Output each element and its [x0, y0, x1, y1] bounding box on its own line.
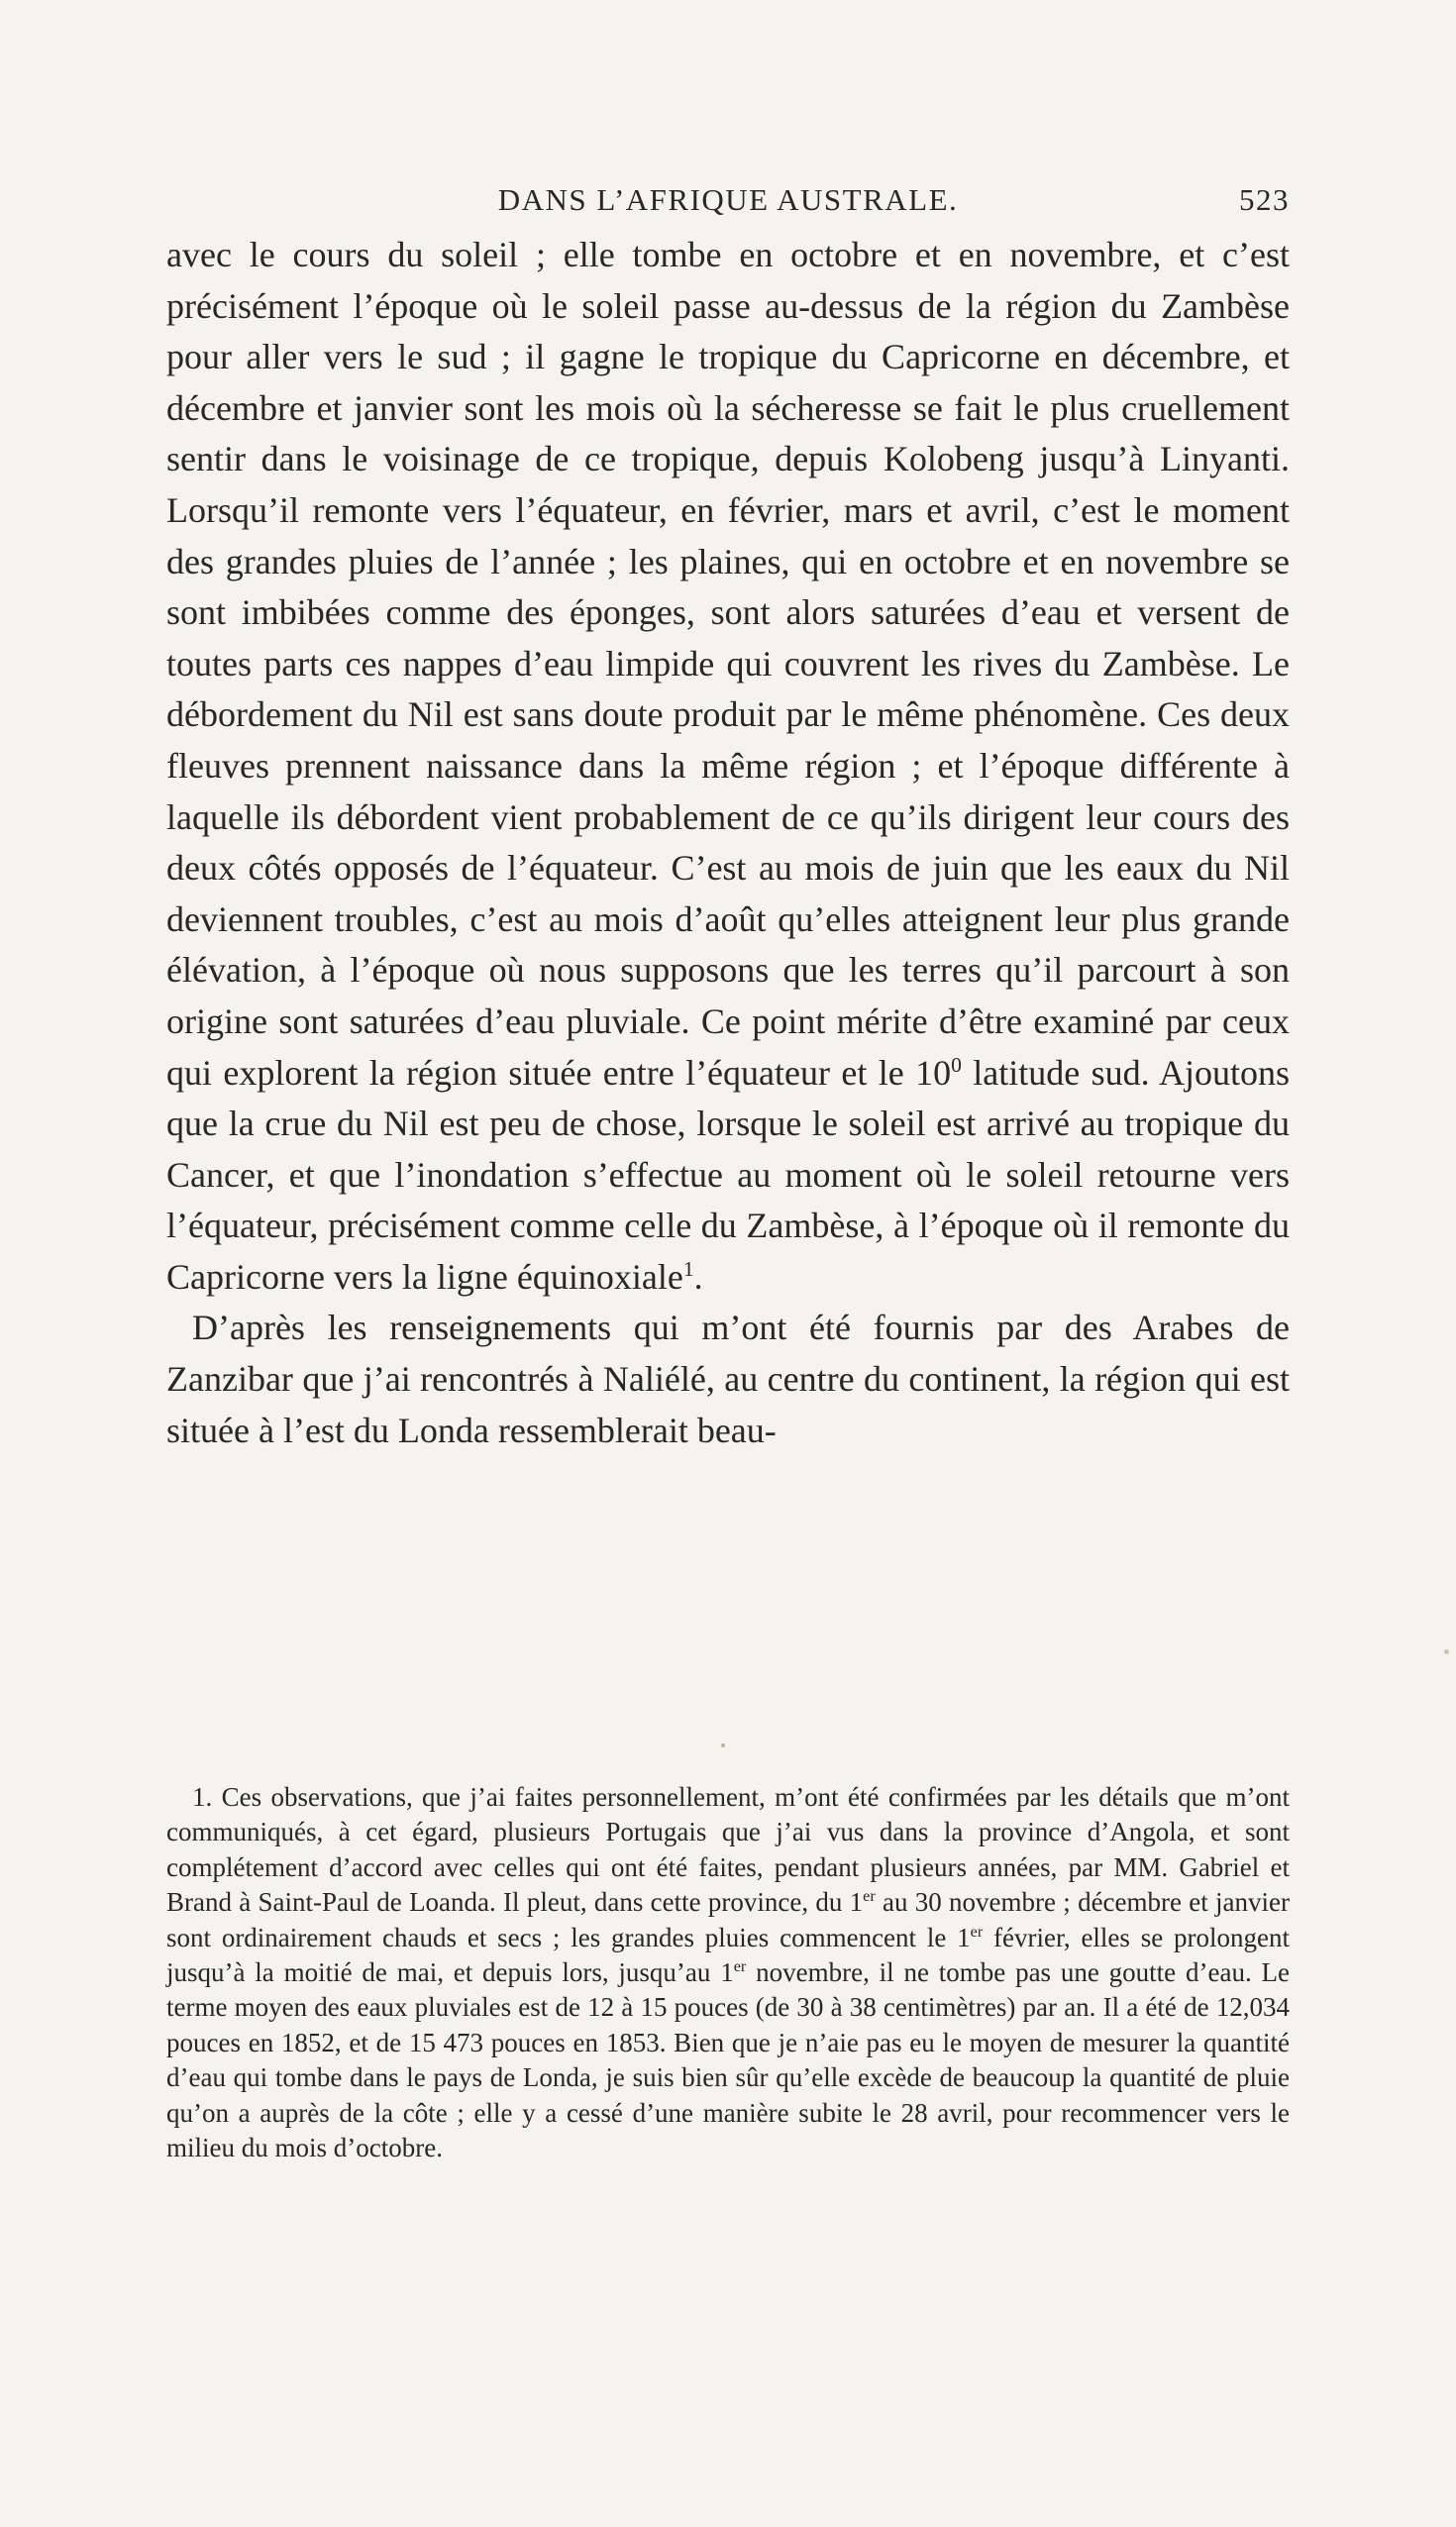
ordinal-suffix: er — [970, 1922, 984, 1941]
paragraph — [166, 1303, 1290, 1456]
footnote-segment: 1. Ces observations, que j’ai faites personnellement, m’ont été confirmées par les détails que m’ont communiqués, à cet égard, plusieurs Portugais que j’ai vus dans la province d’Angola, et sont complétement d’accord avec celles qui ont été faites, pendant plusieurs années, par MM. Gabriel et Brand à Saint-Paul de Loanda. Il pleut, dans cette province, du 1 — [166, 1782, 1290, 1918]
footnote — [166, 1780, 1290, 2165]
page-number: 523 — [1239, 182, 1290, 217]
footnote-segment: novembre, il ne tombe pas une goutte d’eau. Le terme moyen des eaux pluviales est de 12 à 15 pouces (de 30 à 38 centimètres) par an. Il a été de 12,034 pouces en 1852, et de 15 473 pouces en 1853. Bien que je n’aie pas eu le moyen de mesurer la quantité d’eau qui tombe dans le pays de Londa, je suis bien sûr qu’elle excède de beaucoup la quantité de pluie qu’on a auprès de la côte ; elle y a cessé d’une manière subite le 28 avril, pour recommencer vers le milieu du mois d’octobre. — [166, 1957, 1290, 2163]
running-head — [166, 176, 1290, 226]
degree-mark: 0 — [951, 1052, 962, 1077]
paragraph-text: . — [693, 1256, 703, 1297]
main-text — [166, 230, 1290, 1456]
ordinal-suffix: er — [733, 1957, 747, 1976]
paragraph-text: D’après les renseignements qui m’ont été fournis par des Arabes de Zanzibar que j’ai rencontrés à Naliélé, au centre du continent, la région qui est située à l’est du Londa ressemblerait beau- — [166, 1308, 1290, 1450]
running-title: DANS L’AFRIQUE AUSTRALE. — [497, 182, 959, 217]
footnote-text — [166, 1780, 1290, 2165]
footnote-segment: au 30 novembre ; décembre et janvier sont ordinairement chauds et secs ; les grandes pluies commencent le 1 — [166, 1887, 1291, 1952]
paper-speck — [1444, 1649, 1449, 1654]
paragraph — [166, 230, 1290, 1303]
ordinal-suffix: er — [863, 1887, 876, 1906]
separator-mark — [721, 1743, 725, 1747]
paragraph-text: latitude sud. Ajoutons que la crue du Nil est peu de chose, lorsque le soleil est arrivé au tropique du Cancer, et que l’inondation s’effectue au moment où le soleil retourne vers l’équateur, précisément comme celle du Zambèse, à l’époque où il remonte du Capricorne vers la ligne équinoxiale — [166, 1052, 1290, 1297]
footnote-reference: 1 — [682, 1256, 694, 1281]
footnote-segment: février, elles se prolongent jusqu’à la moitié de mai, et depuis lors, jusqu’au 1 — [166, 1922, 1290, 1988]
paragraph-text: avec le cours du soleil ; elle tombe en octobre et en novembre, et c’est précisément l’époque où le soleil passe au-dessus de la région du Zambèse pour aller vers le sud ; il gagne le tropique du Capricorne en décembre, et décembre et janvier sont les mois où la sécheresse se fait le plus cruellement sentir dans le voisinage de ce tropique, depuis Kolobeng jusqu’à Linyanti. Lorsqu’il remonte vers l’équateur, en février, mars et avril, c’est le moment des grandes pluies de l’année ; les plaines, qui en octobre et en novembre se sont imbibées comme des éponges, sont alors saturées d’eau et versent de toutes parts ces nappes d’eau limpide qui couvrent les rives du Zambèse. Le débordement du Nil est sans doute produit par le même phénomène. Ces deux fleuves prennent naissance dans la même région ; et l’époque différente à laquelle ils débordent vient probablement de ce qu’ils dirigent leur cours des deux côtés opposés de l’équateur. C’est au mois de juin que les eaux du Nil deviennent troubles, c’est au mois d’août qu’elles atteignent leur plus grande élévation, à l’époque où nous supposons que les terres qu’il parcourt à son origine sont saturées d’eau pluviale. Ce point mérite d’être examiné par ceux qui explorent la région située entre l’équateur et le 10 — [166, 235, 1290, 1093]
